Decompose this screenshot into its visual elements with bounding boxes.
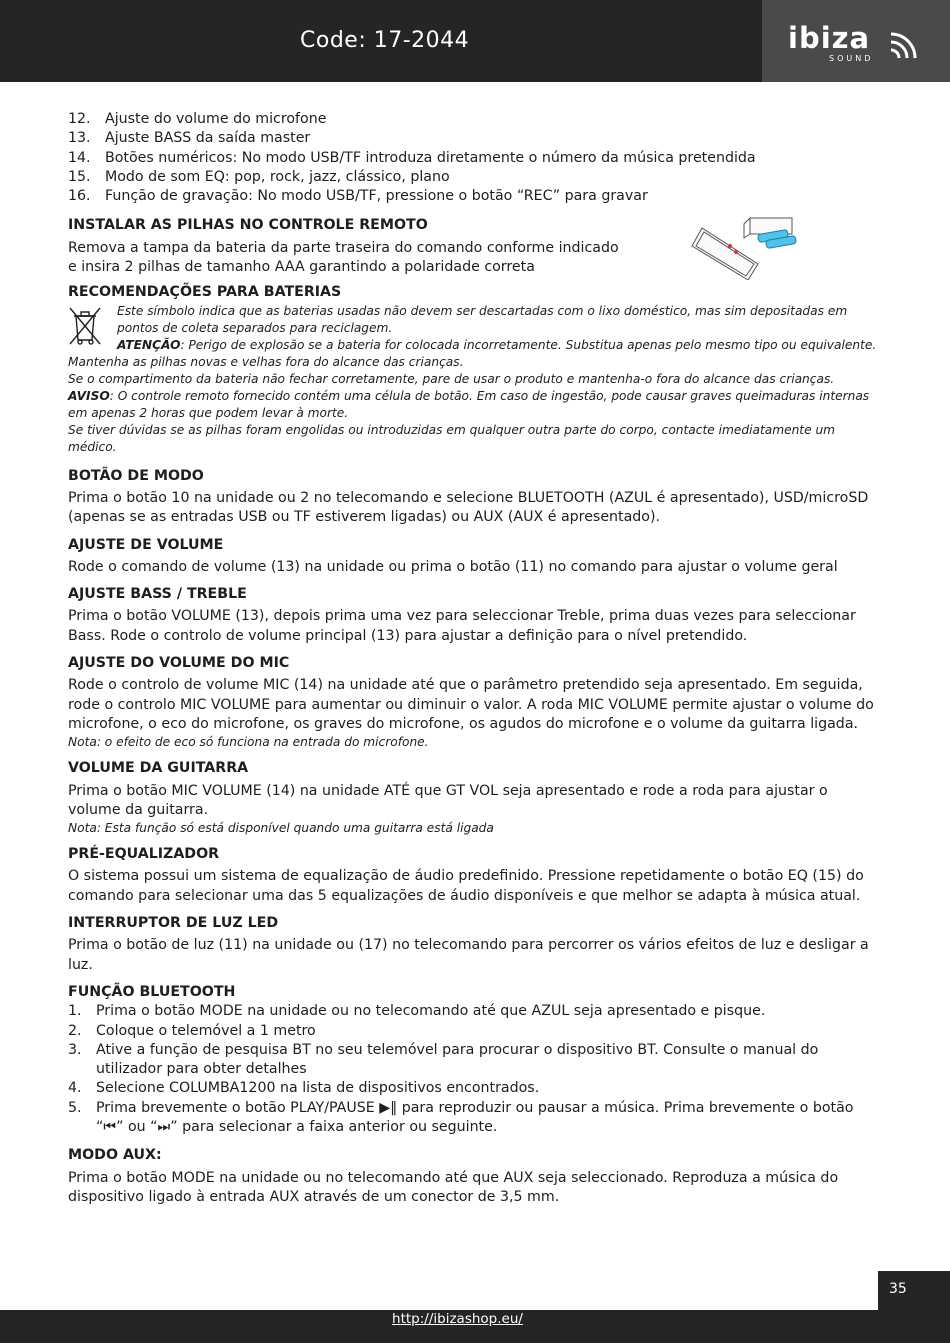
section-text: Prima o botão MIC VOLUME (14) na unidade ATÉ que GT VOL seja apresentado e rode a roda para ajustar o volume da guitarra. — [68, 782, 828, 818]
section-text: O sistema possui um sistema de equalização de áudio predefinido. Pressione repetidamente o botão EQ (15) do comando para selecionar uma das 5 equalizações de áudio disponíveis e que melhor se adapta à música atual. — [68, 868, 864, 904]
bass-treble-section — [68, 585, 880, 646]
mic-volume-section — [68, 654, 880, 751]
list-item: 4. Selecione COLUMBA1200 na lista de dispositivos encontrados. — [68, 1080, 540, 1097]
website-link[interactable]: http://ibizashop.eu/ — [392, 1311, 523, 1327]
page-content — [68, 110, 880, 1207]
list-item: 3. Ative a função de pesquisa BT no seu telemóvel para procurar o dispositivo BT. Consulte o manual do utilizador para obter detalhes — [68, 1041, 819, 1078]
aux-mode-section — [68, 1146, 880, 1207]
bluetooth-section — [68, 983, 880, 1137]
list-item: 15. Modo de som EQ: pop, rock, jazz, clássico, plano — [68, 168, 450, 185]
section-heading: VOLUME DA GUITARRA — [68, 760, 249, 777]
section-heading: BOTÃO DE MODO — [68, 467, 204, 484]
page-number: 35 — [889, 1281, 907, 1297]
list-item: 1. Prima o botão MODE na unidade ou no telecomando até que AZUL seja apresentado e pisque. — [68, 1003, 766, 1020]
compartment-note: Se o compartimento da bateria não fechar corretamente, pare de usar o produto e mantenha-o fora do alcance das crianças. — [68, 371, 835, 386]
remote-battery-illustration — [688, 216, 808, 280]
sound-waves-icon — [887, 28, 927, 62]
section-text: Prima o botão VOLUME (13), depois prima uma vez para seleccionar Treble, prima duas vezes para seleccionar Bass. Rode o controlo de volume principal (13) para ajustar a definição para o nível pretendido. — [68, 608, 856, 644]
section-heading: FUNÇÃO BLUETOOTH — [68, 983, 236, 1000]
list-item: 13. Ajuste BASS da saída master — [68, 130, 311, 147]
list-item: 5. Prima brevemente o botão PLAY/PAUSE ▶‖ para reproduzir ou pausar a música. Prima brevemente o botão “⏮” ou “⏭” para selecionar a faixa anterior ou seguinte. — [68, 1099, 854, 1135]
brand-logo-subtitle: SOUND — [829, 54, 874, 63]
attention-text: ATENÇÃO: Perigo de explosão se a bateria for colocada incorretamente. Substitua apenas pelo mesmo tipo ou equivalente. — [117, 337, 877, 352]
led-switch-section — [68, 914, 880, 975]
section-text: Prima o botão de luz (11) na unidade ou (17) no telecomando para percorrer os vários efeitos de luz e desligar a luz. — [68, 937, 869, 973]
warning-note: AVISO: O controle remoto fornecido contém uma célula de botão. Em caso de ingestão, pode causar graves queimaduras internas em apenas 2 horas que podem levar à morte. — [68, 388, 870, 420]
list-item: 12. Ajuste do volume do microfone — [68, 111, 327, 127]
section-heading: AJUSTE DE VOLUME — [68, 536, 224, 553]
list-item: 14. Botões numéricos: No modo USB/TF introduza diretamente o número da música pretendida — [68, 149, 756, 166]
section-heading: RECOMENDAÇÕES PARA BATERIAS — [68, 284, 342, 301]
section-heading: INTERRUPTOR DE LUZ LED — [68, 915, 279, 932]
volume-section — [68, 536, 880, 578]
section-text: Remova a tampa da bateria da parte traseira do comando conforme indicado e insira 2 pilhas de tamanho AAA garantindo a polaridade correta — [68, 239, 619, 276]
guitar-volume-section — [68, 759, 880, 837]
list-item: 16. Função de gravação: No modo USB/TF, pressione o botão “REC” para gravar — [68, 188, 648, 205]
recycle-note — [68, 303, 880, 354]
doctor-note: Se tiver dúvidas se as pilhas foram engolidas ou introduzidas em qualquer outra parte do corpo, contacte imediatamente um médico. — [68, 422, 836, 454]
pre-eq-section — [68, 845, 880, 906]
section-heading: INSTALAR AS PILHAS NO CONTROLE REMOTO — [68, 217, 428, 234]
bluetooth-steps — [68, 1002, 880, 1137]
list-item: 2. Coloque o telemóvel a 1 metro — [68, 1022, 316, 1039]
section-note: Nota: o efeito de eco só funciona na entrada do microfone. — [68, 735, 429, 750]
section-text: Rode o controlo de volume MIC (14) na unidade até que o parâmetro pretendido seja apresentado. Em seguida, rode o controlo MIC VOLUME para aumentar ou diminuir o valor. A roda MIC VOLUME permite ajustar o volume do microfone, o eco do microfone, os graves do microfone, os agudos do microfone e o volume da guitarra ligada. — [68, 677, 874, 732]
section-heading: AJUSTE BASS / TREBLE — [68, 586, 247, 603]
battery-recommendations-section — [68, 283, 880, 455]
section-text: Rode o comando de volume (13) na unidade ou prima o botão (11) no comando para ajustar o volume geral — [68, 558, 838, 575]
mode-button-section — [68, 467, 880, 528]
section-heading: MODO AUX: — [68, 1147, 162, 1164]
install-batteries-section — [68, 216, 880, 277]
section-note: Nota: Esta função só está disponível quando uma guitarra está ligada — [68, 821, 494, 836]
keep-away-note: Mantenha as pilhas novas e velhas fora do alcance das crianças. — [68, 354, 464, 369]
product-code: Code: 17-2044 — [300, 28, 470, 53]
brand-logo: ibiza — [788, 21, 871, 55]
crossed-bin-icon — [68, 306, 102, 346]
feature-list — [68, 110, 880, 206]
section-text: Prima o botão 10 na unidade ou 2 no telecomando e selecione BLUETOOTH (AZUL é apresentado), USD/microSD (apenas se as entradas USB ou TF estiverem ligadas) ou AUX (AUX é apresentado). — [68, 489, 869, 526]
recycle-text: Este símbolo indica que as baterias usadas não devem ser descartadas com o lixo doméstico, mas sim depositadas em pontos de coleta separados para reciclagem. — [117, 303, 848, 335]
section-heading: AJUSTE DO VOLUME DO MIC — [68, 655, 290, 672]
section-text: Prima o botão MODE na unidade ou no telecomando até que AUX seja seleccionado. Reproduza a música do dispositivo ligado à entrada AUX através de um conector de 3,5 mm. — [68, 1169, 839, 1205]
section-heading: PRÉ-EQUALIZADOR — [68, 846, 220, 863]
